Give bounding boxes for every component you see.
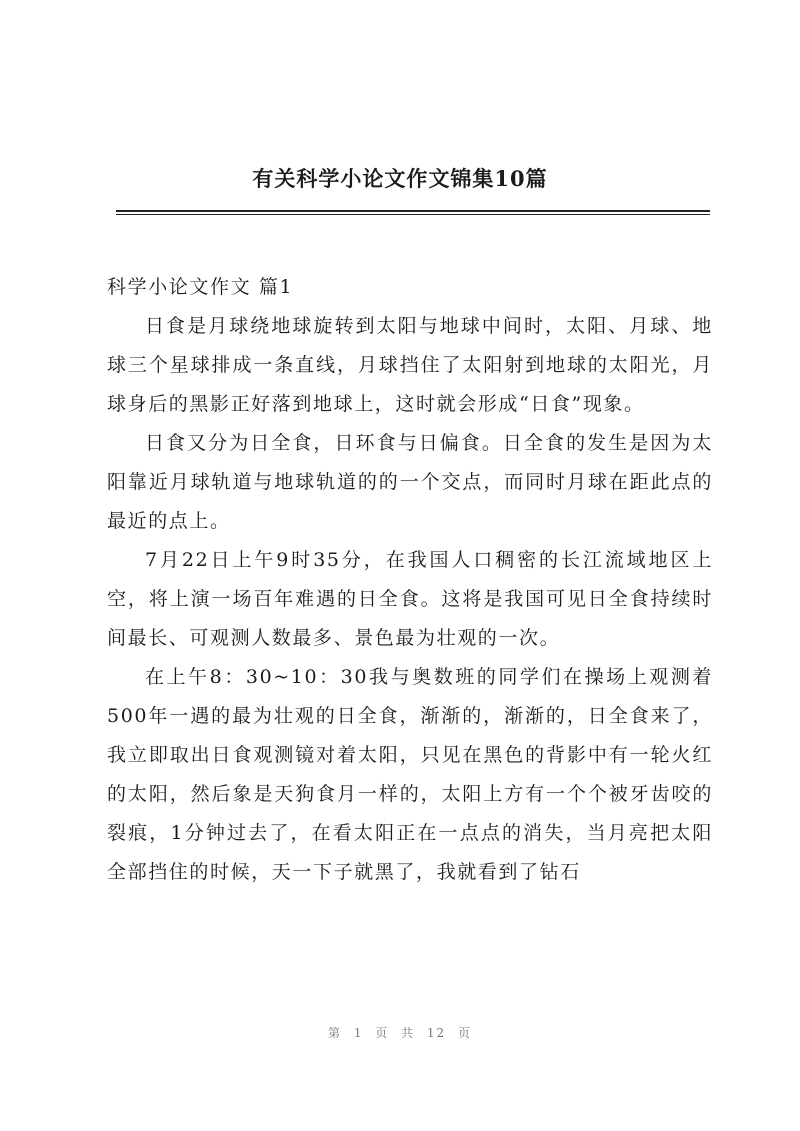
document-body bbox=[107, 268, 713, 892]
section-heading: 科学小论文作文 篇1 bbox=[107, 276, 294, 298]
page-title: 有关科学小论文作文锦集10篇 bbox=[252, 166, 548, 191]
page-footer: 第 1 页 共 12 页 bbox=[328, 1026, 472, 1040]
title-divider-thin bbox=[116, 214, 710, 215]
paragraph: 日食又分为日全食，日环食与日偏食。日全食的发生是因为太阳靠近月球轨道与地球轨道的的一个交点，而同时月球在距此点的最近的点上。 bbox=[107, 432, 713, 532]
paragraph: 日食是月球绕地球旋转到太阳与地球中间时，太阳、月球、地球三个星球排成一条直线，月球挡住了太阳射到地球的太阳光，月球身后的黑影正好落到地球上，这时就会形成“日食”现象。 bbox=[107, 315, 713, 415]
title-divider bbox=[116, 210, 710, 212]
paragraph: 在上午8：30~10：30我与奥数班的同学们在操场上观测着500年一遇的最为壮观的日全食，渐渐的，渐渐的，日全食来了，我立即取出日食观测镜对着太阳，只见在黑色的背影中有一轮火红的太阳，然后象是天狗食月一样的，太阳上方有一个个被牙齿咬的裂痕，1分钟过去了，在看太阳正在一点点的消失，当月亮把太阳全部挡住的时候，天一下子就黑了，我就看到了钻石 bbox=[107, 666, 713, 883]
paragraph: 7月22日上午9时35分，在我国人口稠密的长江流域地区上空，将上演一场百年难遇的日全食。这将是我国可见日全食持续时间最长、可观测人数最多、景色最为壮观的一次。 bbox=[107, 549, 713, 649]
